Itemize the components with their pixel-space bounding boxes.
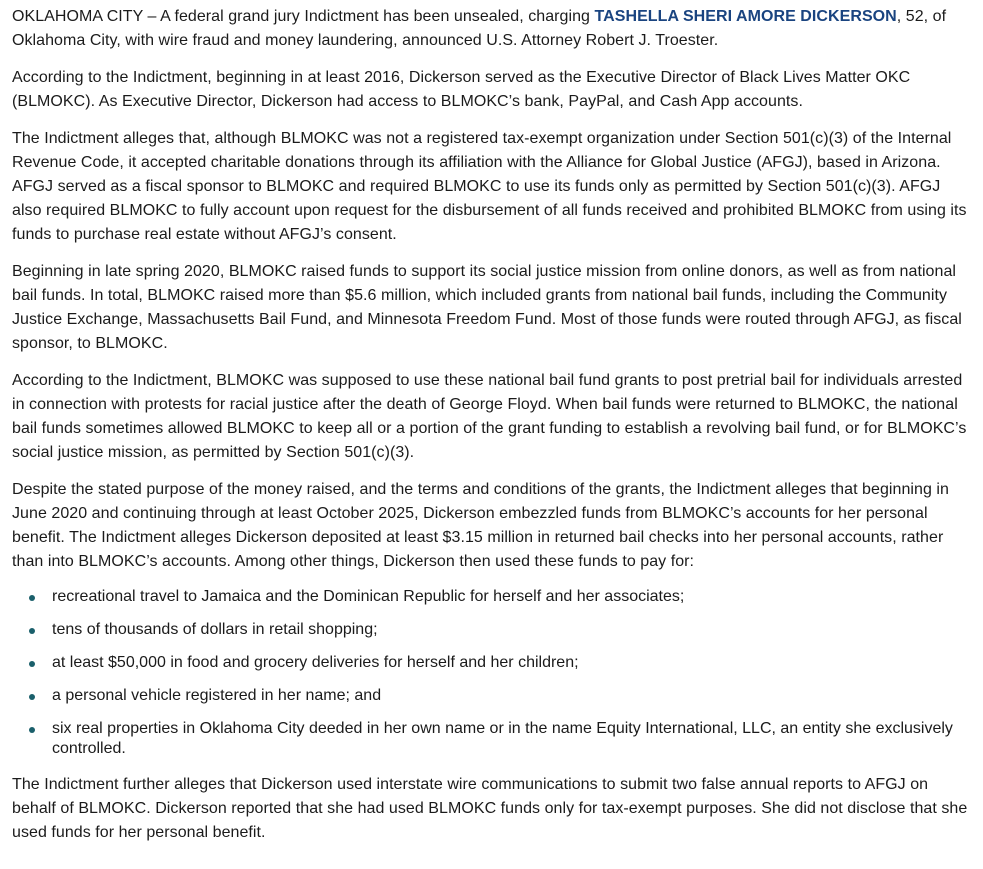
bullet-icon <box>29 628 35 634</box>
defendant-name: TASHELLA SHERI AMORE DICKERSON <box>594 8 897 25</box>
paragraph-false-reports: The Indictment further alleges that Dickerson used interstate wire communications to submit two false annual reports to AFGJ on behalf of BLMOKC. Dickerson reported that she had used BLMOKC funds only for tax-exempt purposes. She did not disclose that she used funds for her personal benefit. <box>12 776 968 841</box>
lead-prefix: OKLAHOMA CITY – A federal grand jury Indictment has been unsealed, charging <box>12 8 595 25</box>
expenditure-list <box>12 587 973 759</box>
list-item-text: a personal vehicle registered in her name; and <box>52 687 382 704</box>
list-item <box>12 686 973 706</box>
paragraph-tax-status: The Indictment alleges that, although BLMOKC was not a registered tax-exempt organization under Section 501(c)(3) of the Internal Revenue Code, it accepted charitable donations through its affiliation with the Alliance for Global Justice (AFGJ), based in Arizona. AFGJ served as a fiscal sponsor to BLMOKC and required BLMOKC to use its funds only as permitted by Section 501(c)(3). AFGJ also required BLMOKC to fully account upon request for the disbursement of all funds received and prohibited BLMOKC from using its funds to purchase real estate without AFGJ’s consent. <box>12 130 967 243</box>
bullet-icon <box>29 595 35 601</box>
lead-paragraph <box>12 5 973 53</box>
list-item <box>12 653 973 673</box>
list-item-text: recreational travel to Jamaica and the Dominican Republic for herself and her associates; <box>52 588 685 605</box>
paragraph-embezzlement: Despite the stated purpose of the money raised, and the terms and conditions of the grants, the Indictment alleges that beginning in June 2020 and continuing through at least October 2025, Dickerson embezzled funds from BLMOKC’s accounts for her personal benefit. The Indictment alleges Dickerson deposited at least $3.15 million in returned bail checks into her personal accounts, rather than into BLMOKC’s accounts. Among other things, Dickerson then used these funds to pay for: <box>12 481 949 570</box>
list-item-text: at least $50,000 in food and grocery deliveries for herself and her children; <box>52 654 579 671</box>
lead-suffix: , 52, of Oklahoma City, with wire fraud and money laundering, announced U.S. Attorney Robert J. Troester. <box>12 8 947 49</box>
bullet-icon <box>29 661 35 667</box>
list-item <box>12 719 973 759</box>
paragraph-executive-director: According to the Indictment, beginning in at least 2016, Dickerson served as the Executive Director of Black Lives Matter OKC (BLMOKC). As Executive Director, Dickerson had access to BLMOKC’s bank, PayPal, and Cash App accounts. <box>12 69 911 110</box>
paragraph-bail-grants: According to the Indictment, BLMOKC was supposed to use these national bail fund grants to post pretrial bail for individuals arrested in connection with protests for racial justice after the death of George Floyd. When bail funds were returned to BLMOKC, the national bail funds sometimes allowed BLMOKC to keep all or a portion of the grant funding to establish a revolving bail fund, or for BLMOKC’s social justice mission, as permitted by Section 501(c)(3). <box>12 372 967 461</box>
list-item-text: six real properties in Oklahoma City deeded in her own name or in the name Equity International, LLC, an entity she exclusively controlled. <box>52 720 953 757</box>
list-item <box>12 587 973 607</box>
bullet-icon <box>29 727 35 733</box>
bullet-icon <box>29 694 35 700</box>
list-item-text: tens of thousands of dollars in retail shopping; <box>52 621 378 638</box>
paragraph-fundraising: Beginning in late spring 2020, BLMOKC raised funds to support its social justice mission from online donors, as well as from national bail funds. In total, BLMOKC raised more than $5.6 million, which included grants from national bail funds, including the Community Justice Exchange, Massachusetts Bail Fund, and Minnesota Freedom Fund. Most of those funds were routed through AFGJ, as fiscal sponsor, to BLMOKC. <box>12 263 962 352</box>
list-item <box>12 620 973 640</box>
